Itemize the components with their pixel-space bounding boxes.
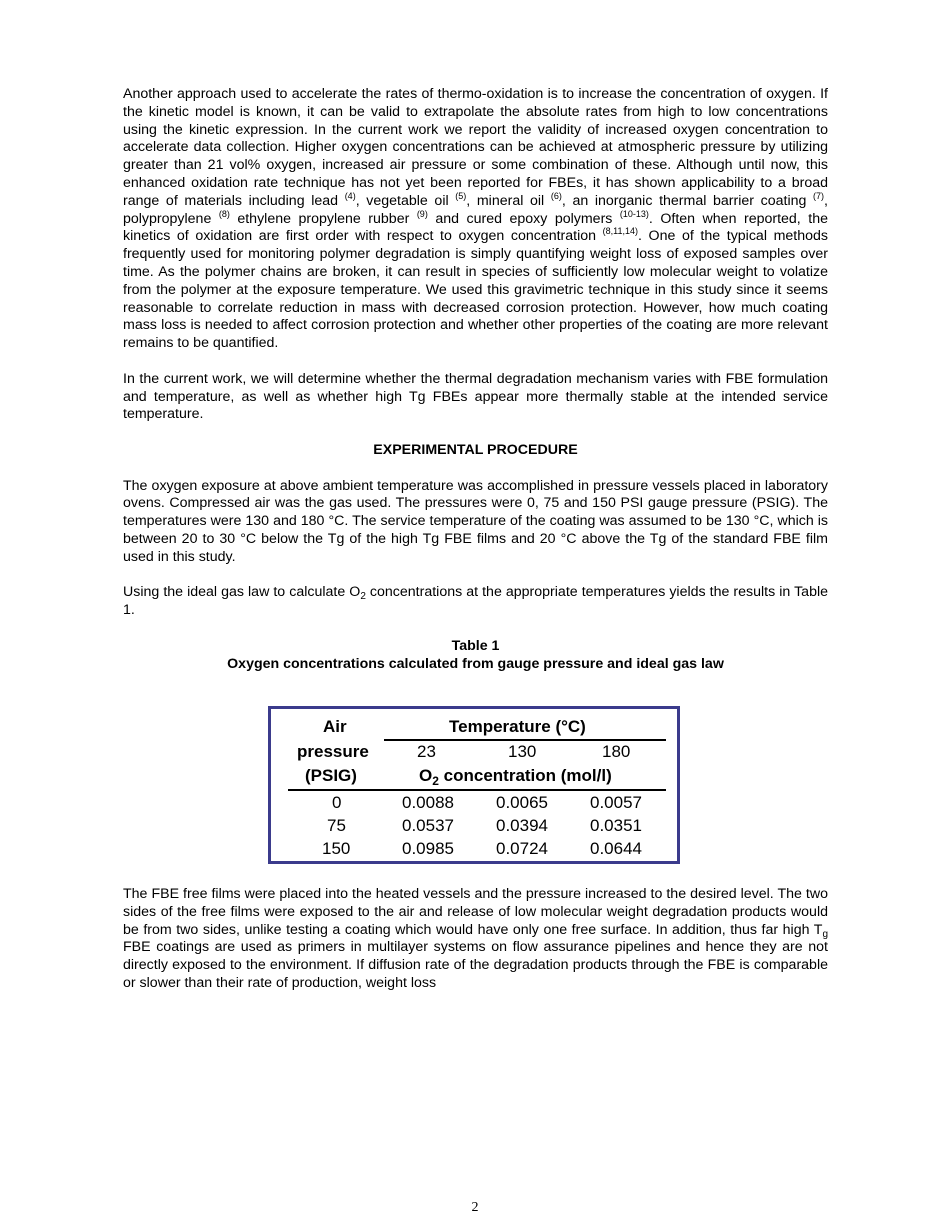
page-number: 2	[471, 1200, 479, 1215]
table-cell: 0.0351	[590, 816, 642, 835]
concentration-header: $O_2$ concentration (mol/l)	[419, 766, 612, 788]
page-body	[123, 86, 828, 991]
paragraph-free-films: The FBE free films were placed into the heated vessels and the pressure increased to the desired level. The two sides of the free films were exposed to the air and release of low molecular weight degradation products would be from two sides, unlike testing a coating which would have only one free surface. In addition, thus far high $T_g$ FBE coatings are used as primers in multilayer systems on flow assurance pipelines and hence they are not directly exposed to the environment. If diffusion rate of the degradation products through the FBE is comparable or slower than their rate of production, weight loss	[123, 886, 828, 991]
table-label: Table 1	[451, 637, 500, 654]
citation: (5)	[455, 190, 467, 201]
table-cell: 0.0644	[590, 839, 642, 858]
table-row-pressure: 150	[322, 839, 351, 858]
section-heading: EXPERIMENTAL PROCEDURE	[373, 441, 578, 458]
oxygen-concentration-table	[268, 706, 680, 864]
table-cell: 0.0065	[496, 793, 548, 812]
table-cell: 0.0985	[402, 839, 454, 858]
header-rule	[384, 739, 666, 741]
table-cell: 0.0724	[496, 839, 548, 858]
table-cell: 0.0394	[496, 816, 548, 835]
citation: (6)	[550, 190, 562, 201]
row-header-line1: Air	[323, 717, 347, 736]
table-caption: Oxygen concentrations calculated from gauge pressure and ideal gas law	[227, 655, 724, 672]
body-rule	[288, 789, 666, 791]
table-row-pressure: 0	[332, 793, 342, 812]
paragraph-oxygen-exposure: The oxygen exposure at above ambient temperature was accomplished in pressure vessels placed in laboratory ovens. Compressed air was the gas used. The pressures were 0, 75 and 150 PSI gauge pressure (PSIG). The temperatures were 130 and 180 °C. The service temperature of the coating was assumed to be 130 °C, which is between 20 to 30 °C below the Tg of the high Tg FBE films and 20 °C above the Tg of the standard FBE film used in this study.	[123, 477, 828, 565]
temperature-header: Temperature (°C)	[449, 717, 586, 736]
temp-col-1: 23	[417, 742, 436, 761]
paragraph-ideal-gas: Using the ideal gas law to calculate $O_2$ concentrations at the appropriate temperatures yields the results in Table 1.	[123, 584, 828, 619]
paragraph-oxidation-approach: Another approach used to accelerate the rates of thermo-oxidation is to increase the concentration of oxygen. If the kinetic model is known, it can be valid to extrapolate the absolute rates from high to low concentrations using the kinetic expression. In the current work we report the validity of increased oxygen concentration to accelerate data collection. Higher oxygen concentrations can be achieved at atmospheric pressure by utilizing greater than 21 vol% oxygen, increased air pressure or some combination of these. Although until now, this enhanced oxidation rate technique has not yet been reported for FBEs, it has shown applicability to a broad range of materials including lead $^{(4)}$, vegetable oil $^{(5)}$, mineral oil $^{(6)}$, an inorganic thermal barrier coating $^{(7)}$, polypropylene $^{(8)}$ ethylene propylene rubber $^{(9)}$ and cured epoxy polymers $^{(10-13)}$. Often when reported, the kinetics of oxidation are first order with respect to oxygen concentration $^{(8,11,14)}$. One of the typical methods frequently used for monitoring polymer degradation is simply quantifying weight loss of exposed samples over time. As the polymer chains are broken, it can result in species of sufficiently low molecular weight to volatize from the polymer at the exposure temperature. We used this gravimetric technique in this study since it seems reasonable to correlate reduction in mass with decreased corrosion protection. However, how much coating mass loss is needed to affect corrosion protection and whether other properties of the coating are more relevant remains to be quantified.	[123, 86, 828, 352]
citation: (7)	[813, 190, 825, 201]
paragraph-current-work: In the current work, we will determine whether the thermal degradation mechanism varies with FBE formulation and temperature, as well as whether high Tg FBEs appear more thermally stable at the intended service temperature.	[123, 370, 828, 423]
temp-col-3: 180	[602, 742, 631, 761]
citation: (4)	[344, 190, 356, 201]
temp-col-2: 130	[508, 742, 537, 761]
row-header-line3: (PSIG)	[305, 766, 357, 785]
table-cell: 0.0537	[402, 816, 454, 835]
table-row-pressure: 75	[327, 816, 346, 835]
citation: (8)	[218, 208, 230, 219]
citation: (8,11,14)	[602, 226, 638, 237]
table-cell: 0.0057	[590, 793, 642, 812]
citation: (9)	[416, 208, 428, 219]
row-header-line2: pressure	[297, 742, 369, 761]
table-cell: 0.0088	[402, 793, 454, 812]
citation: (10-13)	[619, 208, 649, 219]
